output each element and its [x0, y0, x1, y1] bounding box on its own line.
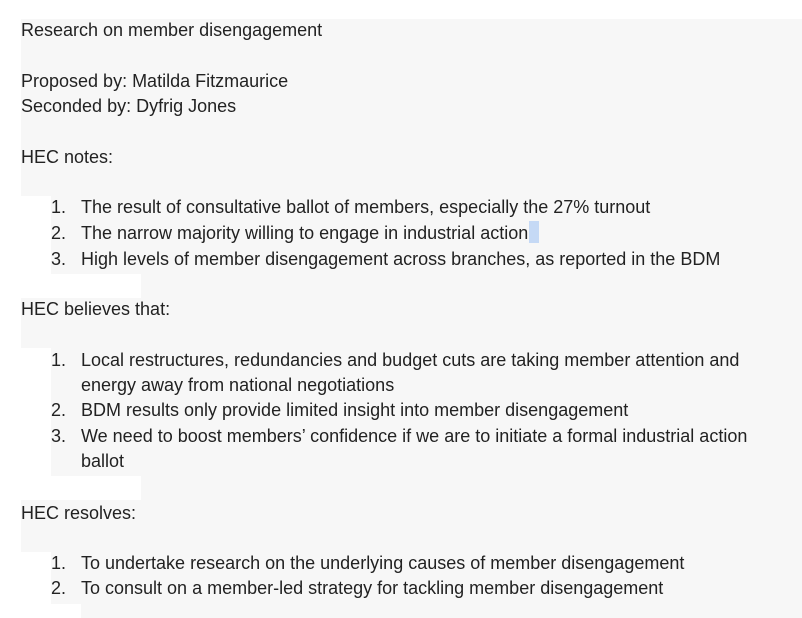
list-text-continued: ballot — [81, 451, 125, 471]
list-text: The result of consultative ballot of members, especially the 27% turnout — [81, 197, 651, 217]
list-number: 2. — [51, 400, 67, 420]
list-text: To undertake research on the underlying causes of member disengagement — [81, 553, 685, 573]
list-text: The narrow majority willing to engage in industrial action — [81, 223, 529, 243]
list-text: To consult on a member-led strategy for tackling member disengagement — [81, 578, 664, 598]
list-text: Local restructures, redundancies and budget cuts are taking member attention and — [81, 350, 740, 370]
list-number: 1. — [51, 197, 67, 217]
highlight-block — [141, 274, 802, 298]
highlight-block — [81, 604, 802, 618]
seconded-by: Seconded by: Dyfrig Jones — [21, 96, 237, 116]
list-number: 2. — [51, 223, 67, 243]
list-text-with-cursor[interactable] — [81, 221, 539, 246]
highlight-block — [21, 500, 802, 552]
document-title: Research on member disengagement — [21, 20, 323, 40]
highlight-block — [141, 476, 802, 500]
section-heading-believes: HEC believes that: — [21, 299, 171, 319]
proposed-by: Proposed by: Matilda Fitzmaurice — [21, 71, 289, 91]
text-cursor — [529, 221, 539, 243]
list-number: 3. — [51, 426, 67, 446]
list-text-continued: energy away from national negotiations — [81, 375, 395, 395]
list-text: High levels of member disengagement across branches, as reported in the BDM — [81, 249, 721, 269]
list-text: BDM results only provide limited insight into member disengagement — [81, 400, 629, 420]
list-number: 3. — [51, 249, 67, 269]
list-number: 2. — [51, 578, 67, 598]
list-number: 1. — [51, 350, 67, 370]
section-heading-resolves: HEC resolves: — [21, 503, 137, 523]
section-heading-notes: HEC notes: — [21, 147, 114, 167]
list-text: We need to boost members’ confidence if we are to initiate a formal industrial action — [81, 426, 748, 446]
list-number: 1. — [51, 553, 67, 573]
